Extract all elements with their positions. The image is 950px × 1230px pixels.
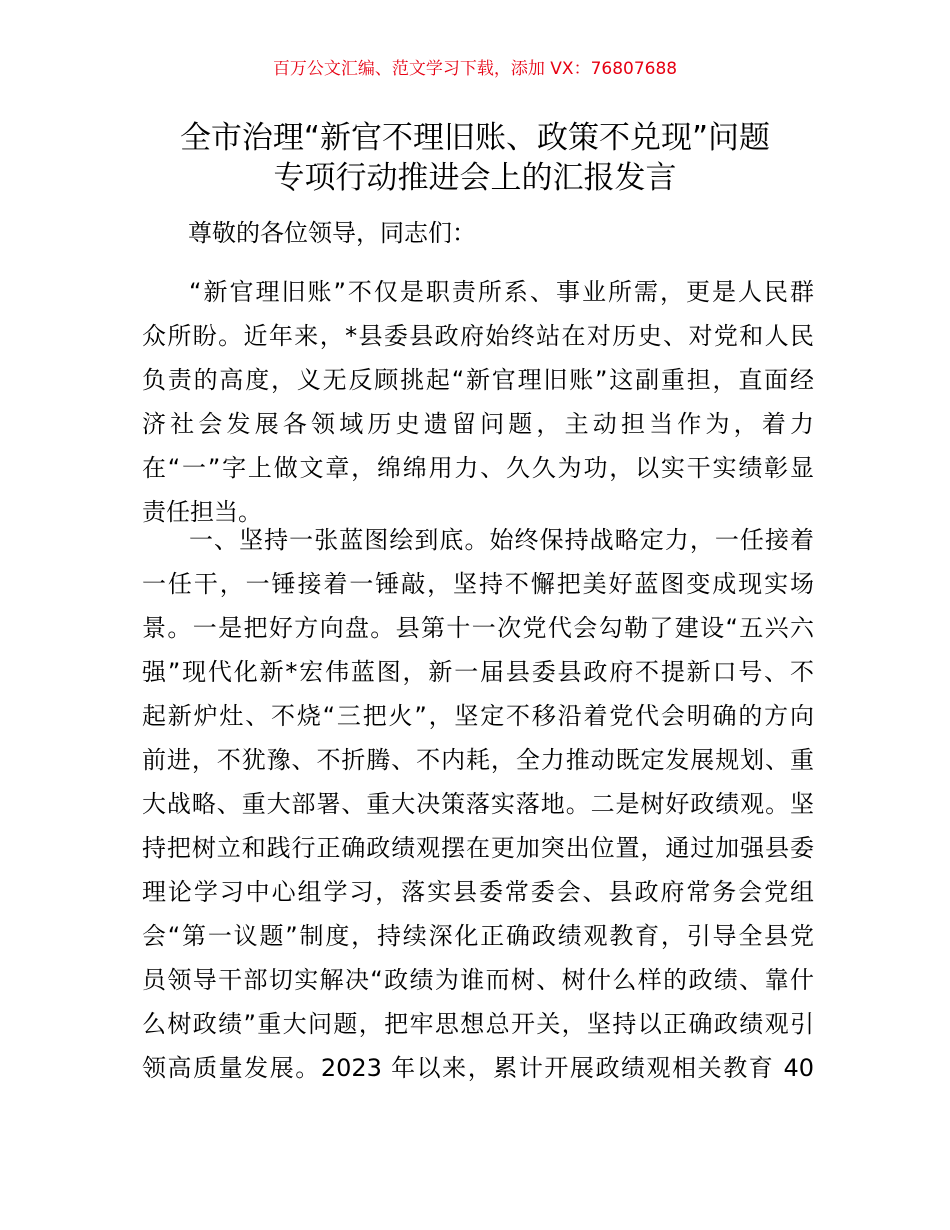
paragraph-line: 在“一”字上做文章，绵绵用力、久久为功，以实干实绩彰显 (142, 454, 814, 482)
paragraph-line: 持把树立和践行正确政绩观摆在更加突出位置，通过加强县委 (142, 834, 814, 862)
paragraph-line: 员领导干部切实解决“政绩为谁而树、树什么样的政绩、靠什 (142, 966, 814, 994)
paragraph-line: 负责的高度，义无反顾挑起“新官理旧账”这副重担，直面经 (142, 366, 814, 394)
paragraph-line: 一、坚持一张蓝图绘到底。始终保持战略定力，一任接着 (189, 526, 814, 554)
paragraph-intro (142, 270, 814, 534)
paragraph-line: 会“第一议题”制度，持续深化正确政绩观教育，引导全县党 (142, 922, 814, 950)
paragraph-line: 理论学习中心组学习，落实县委常委会、县政府常务会党组 (142, 878, 814, 906)
salutation: 尊敬的各位领导，同志们： (188, 219, 476, 247)
title-line-1: 全市治理“新官不理旧账、政策不兑现”问题 (179, 120, 771, 156)
paragraph-section-one (142, 518, 814, 1090)
paragraph-line: 强”现代化新*宏伟蓝图，新一届县委县政府不提新口号、不 (142, 658, 814, 686)
paragraph-line: 领高质量发展。2023 年以来，累计开展政绩观相关教育 40 (142, 1054, 814, 1082)
paragraph-line: 么树政绩”重大问题，把牢思想总开关，坚持以正确政绩观引 (142, 1010, 814, 1038)
paragraph-line: 景。一是把好方向盘。县第十一次党代会勾勒了建设“五兴六 (142, 614, 814, 642)
title-line-2: 专项行动推进会上的汇报发言 (273, 160, 677, 196)
paragraph-line: 一任干，一锤接着一锤敲，坚持不懈把美好蓝图变成现实场 (142, 570, 814, 598)
paragraph-line: 起新炉灶、不烧“三把火”，坚定不移沿着党代会明确的方向 (142, 702, 814, 730)
paragraph-line: 责任担当。 (142, 498, 262, 526)
paragraph-line: 济社会发展各领域历史遗留问题，主动担当作为，着力 (142, 410, 814, 438)
paragraph-line: 众所盼。近年来，*县委县政府始终站在对历史、对党和人民 (142, 322, 814, 350)
document-title (0, 118, 950, 198)
paragraph-line: 前进，不犹豫、不折腾、不内耗，全力推动既定发展规划、重 (142, 746, 814, 774)
paragraph-line: “新官理旧账”不仅是职责所系、事业所需，更是人民群 (189, 278, 814, 306)
header-note: 百万公文汇编、范文学习下载，添加 VX：76807688 (272, 59, 678, 79)
paragraph-line: 大战略、重大部署、重大决策落实落地。二是树好政绩观。坚 (142, 790, 814, 818)
